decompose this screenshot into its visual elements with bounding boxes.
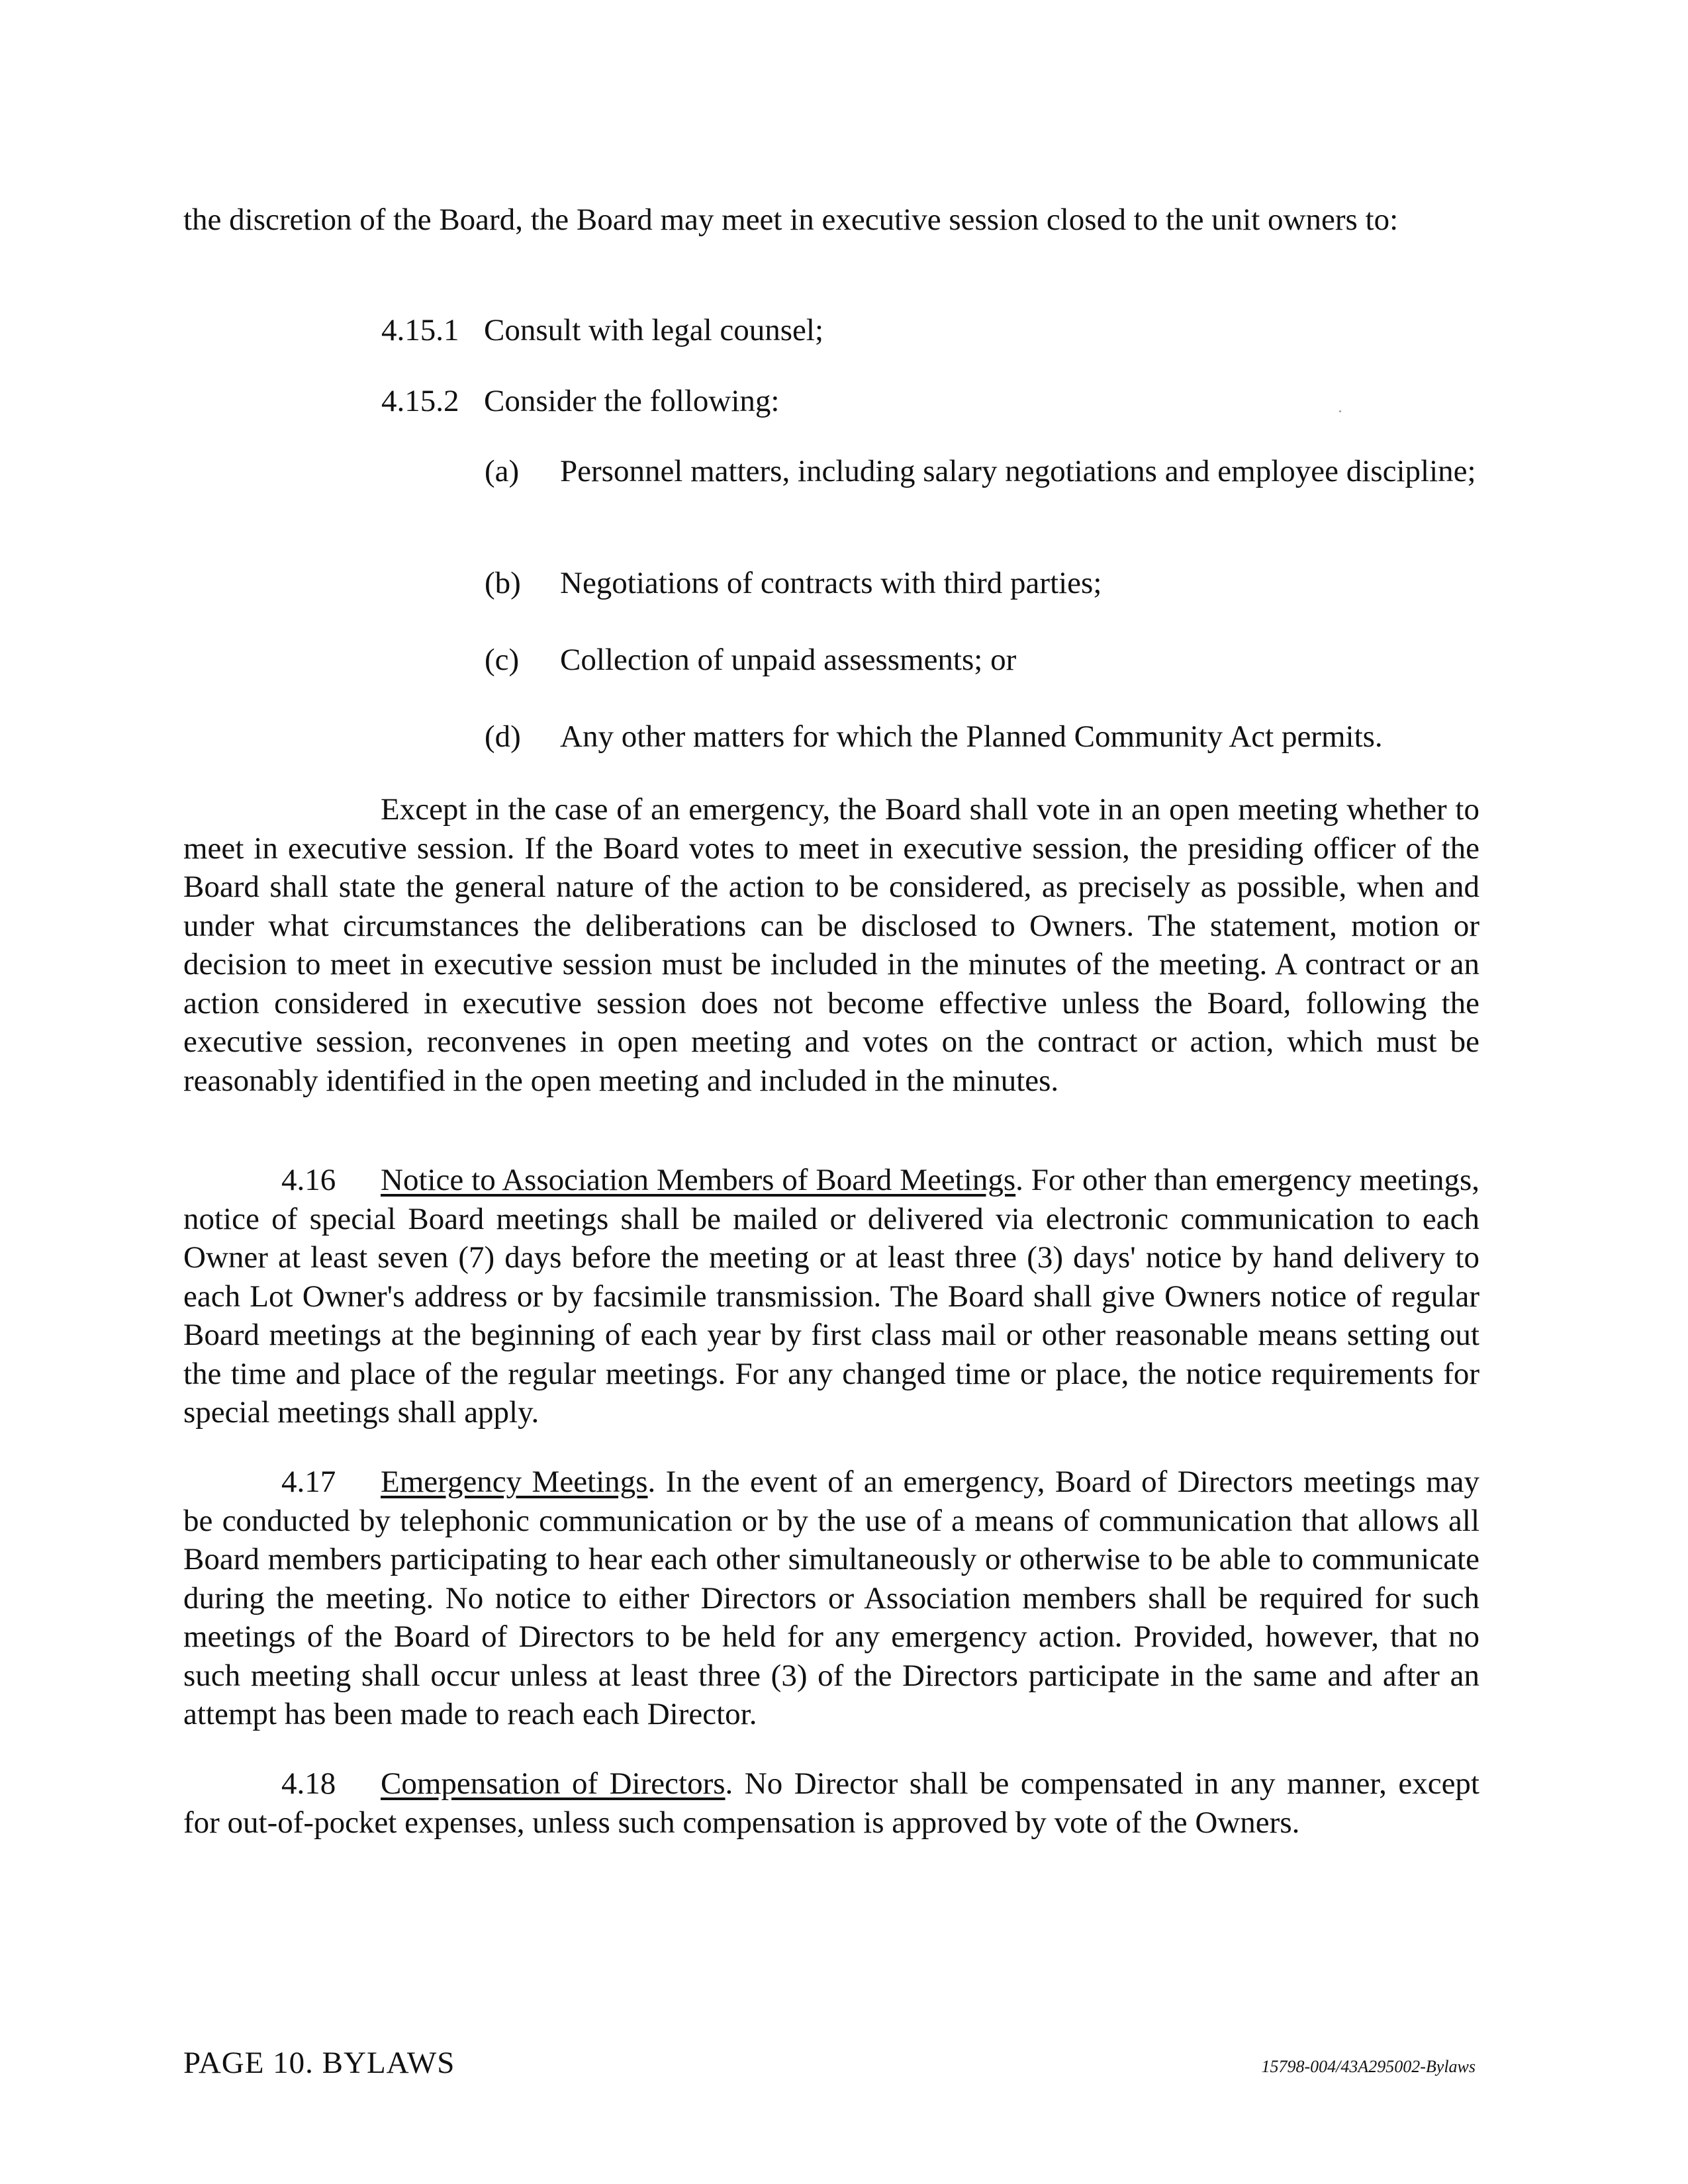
list-text: Personnel matters, including salary negotiations and employee discipline; (560, 454, 1476, 488)
list-item-d (485, 717, 1479, 756)
list-item-c (485, 641, 1479, 679)
section-heading: Emergency Meetings (381, 1465, 648, 1499)
section-number: 4.16 (281, 1163, 336, 1197)
executive-session-paragraph: Except in the case of an emergency, the Board shall vote in an open meeting whether to meet in executive session. If the Board votes to meet in executive session, the presiding officer of the Board shall state the general nature of the action to be considered, as precisely as possible, when and under what circumstances the deliberations can be disclosed to Owners. The statement, motion or decision to meet in executive session must be included in the minutes of the meeting. A contract or an action considered in executive session does not become effective unless the Board, following the executive session, reconvenes in open meeting and votes on the contract or action, which must be reasonably identified in the open meeting and included in the minutes. (183, 792, 1479, 1098)
list-text: Any other matters for which the Planned Community Act permits. (560, 719, 1383, 754)
scan-speck (1339, 410, 1341, 412)
section-4-16 (183, 1161, 1479, 1432)
subsection-4-15-1 (381, 311, 823, 349)
list-item-a (485, 452, 1479, 490)
subsection-text: Consider the following: (484, 384, 780, 418)
subsection-4-15-2 (381, 382, 779, 420)
subsection-number: 4.15.1 (381, 313, 459, 347)
footer-doc-id: 15798-004/43A295002-Bylaws (1261, 2057, 1476, 2076)
section-4-18 (183, 1764, 1479, 1842)
section-text: . In the event of an emergency, Board of Directors meetings may be conducted by telephonic communication or by the use of a means of communication that allows all Board members participating to hear each other simultaneously or otherwise to be able to communicate during the meeting. No notice to either Directors or Association members shall be required for such meetings of the Board of Directors to be held for any emergency action. Provided, however, that no such meeting shall occur unless at least three (3) of the Directors participate in the same and after an attempt has been made to reach each Director. (183, 1465, 1480, 1731)
list-letter: (c) (485, 643, 520, 677)
list-letter: (a) (485, 454, 520, 488)
list-item-b (485, 564, 1479, 602)
footer-page-label: PAGE 10. BYLAWS (183, 2046, 455, 2080)
section-4-17 (183, 1463, 1479, 1734)
list-text: Negotiations of contracts with third parties; (560, 566, 1102, 600)
section-text: . No Director shall be compensated in any manner, except for out-of-pocket expenses, unless such compensation is approved by vote of the Owners. (183, 1766, 1479, 1840)
section-heading: Notice to Association Members of Board Meetings (381, 1163, 1016, 1197)
list-text: Collection of unpaid assessments; or (560, 643, 1017, 677)
intro-paragraph: the discretion of the Board, the Board may meet in executive session closed to the unit owners to: (183, 203, 1399, 237)
section-text: . For other than emergency meetings, notice of special Board meetings shall be mailed or delivered via electronic communication to each Owner at least seven (7) days before the meeting or at least three (3) days' notice by hand delivery to each Lot Owner's address or by facsimile transmission. The Board shall give Owners notice of regular Board meetings at the beginning of each year by first class mail or other reasonable means setting out the time and place of the regular meetings. For any changed time or place, the notice requirements for special meetings shall apply. (183, 1163, 1479, 1430)
subsection-text: Consult with legal counsel; (484, 313, 824, 347)
list-letter: (b) (485, 566, 521, 600)
section-number: 4.18 (281, 1766, 336, 1801)
subsection-number: 4.15.2 (381, 384, 459, 418)
section-number: 4.17 (281, 1465, 336, 1499)
section-heading: Compensation of Directors (381, 1766, 726, 1801)
list-letter: (d) (485, 719, 521, 754)
